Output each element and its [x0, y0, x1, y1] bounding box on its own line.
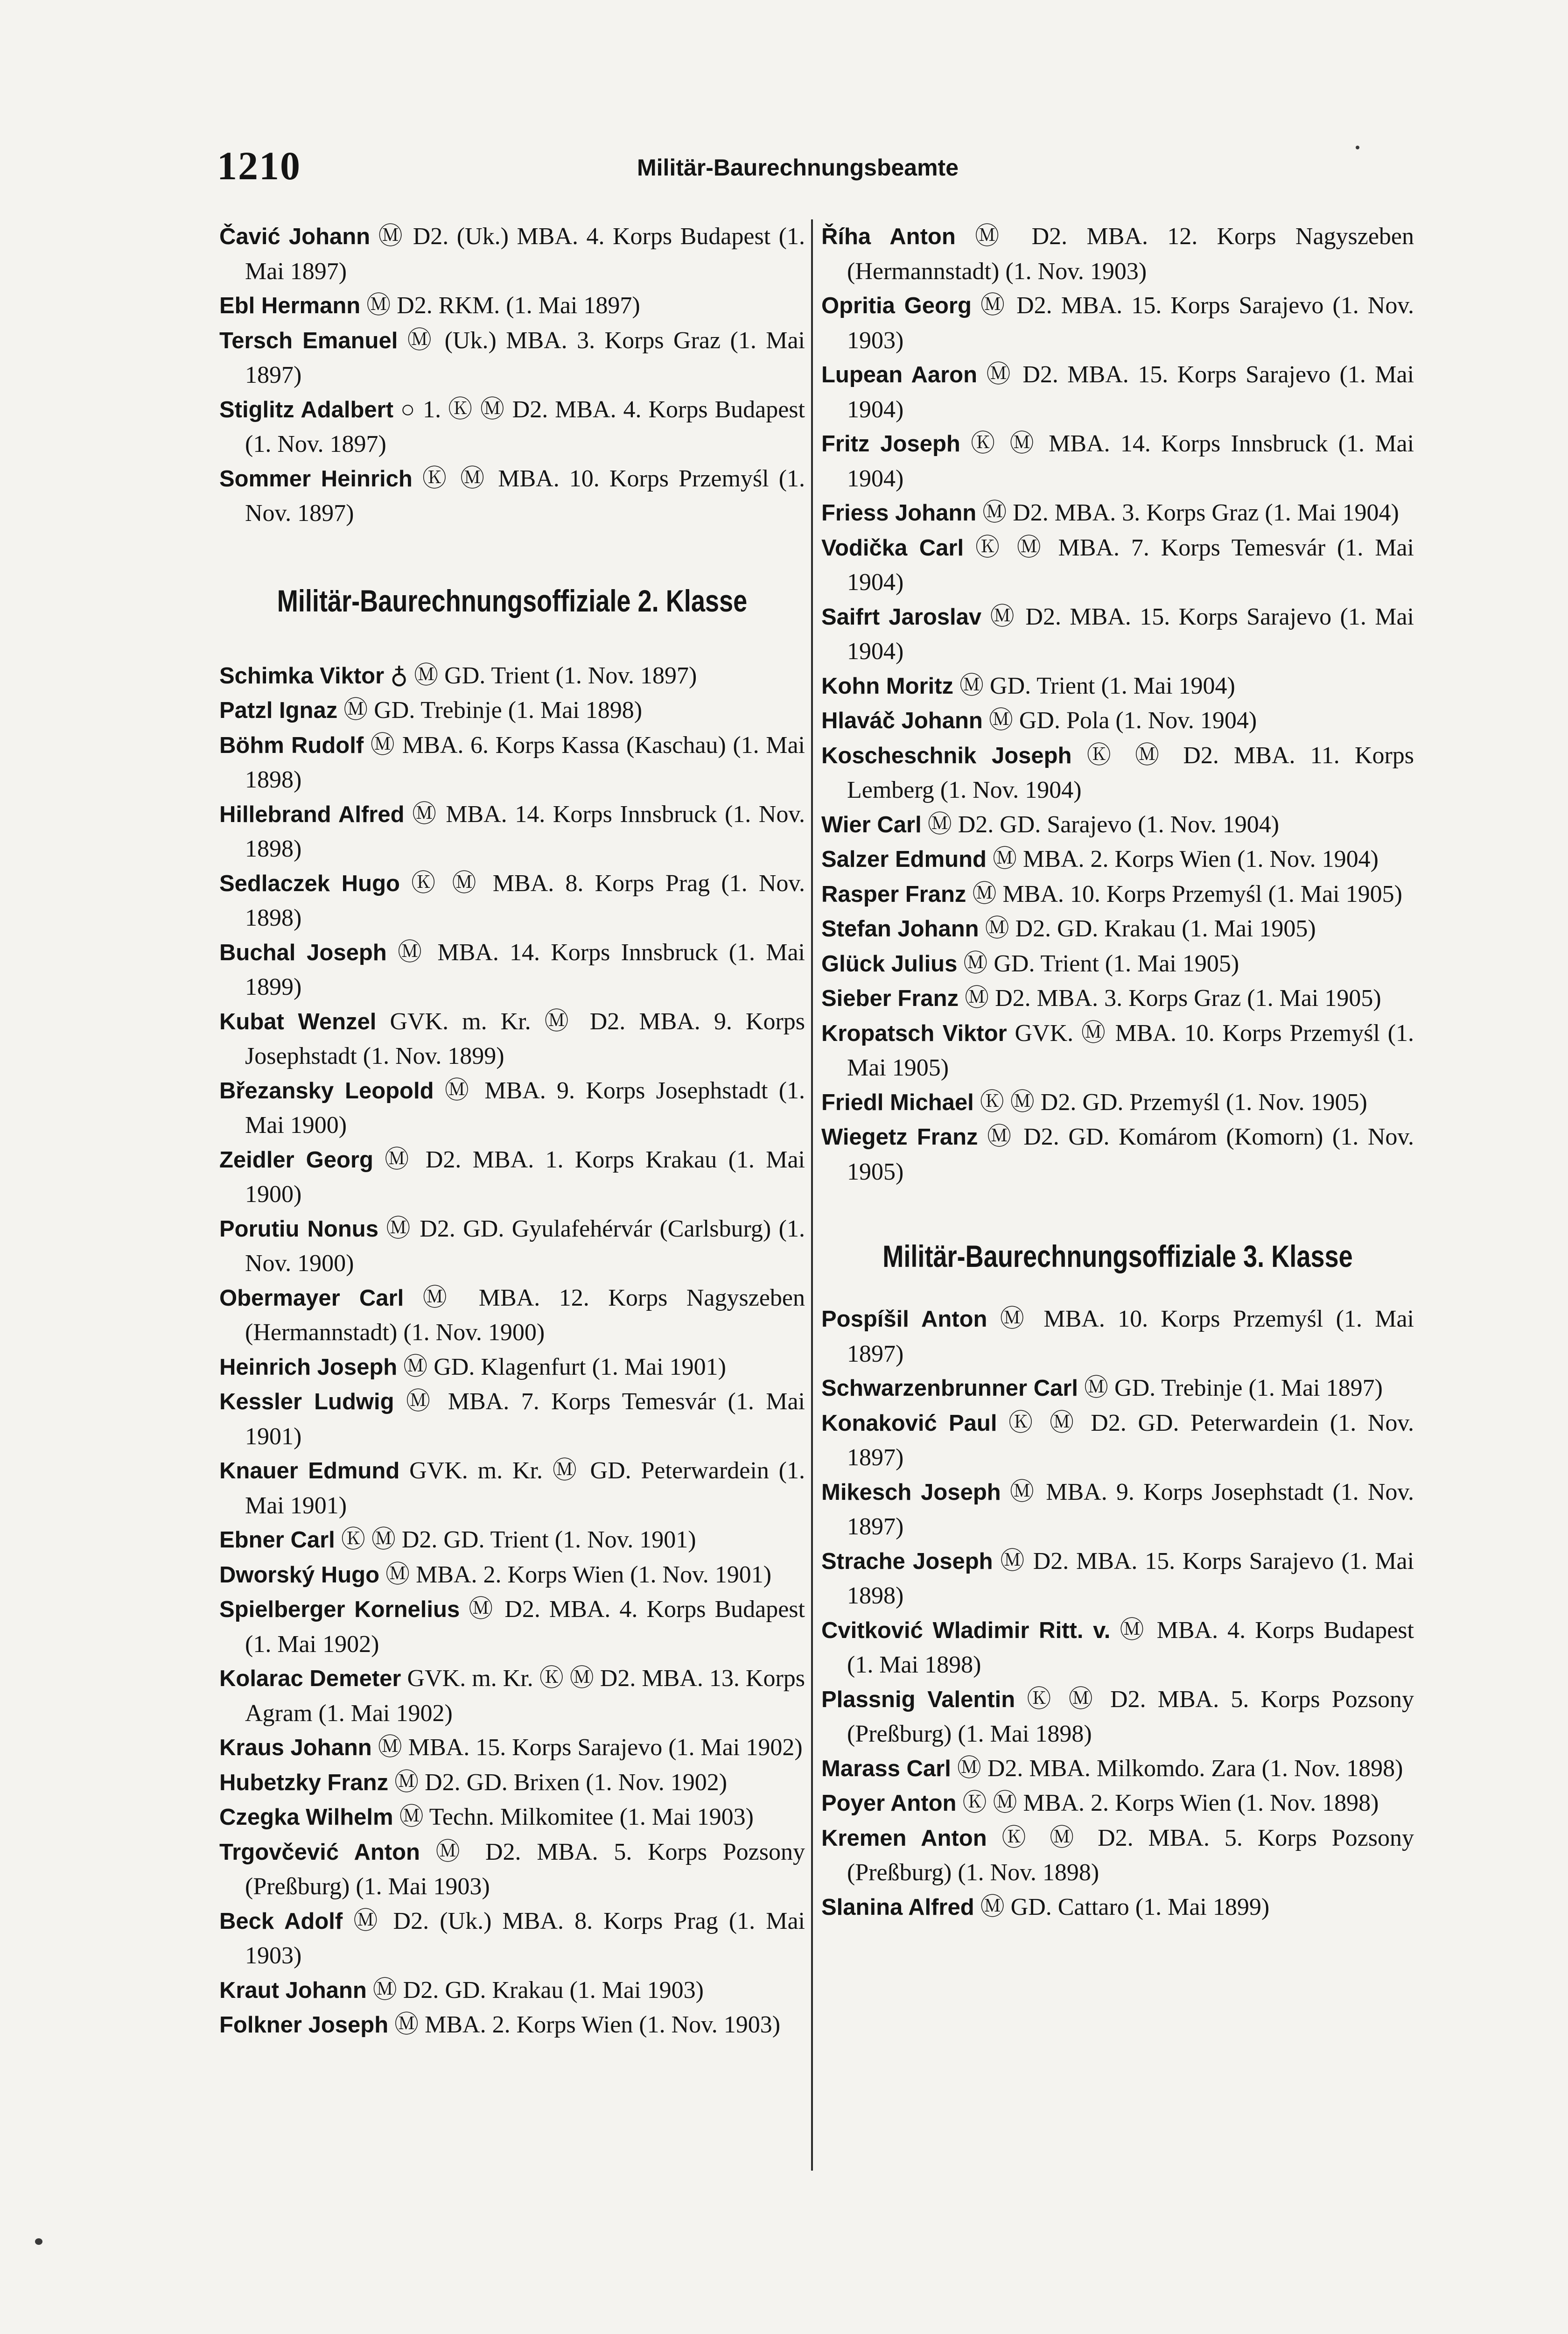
section-heading-class-3: Militär-Baurechnungsoffiziale 3. Klasse	[882, 1239, 1353, 1273]
entry-name: Spielberger Kornelius	[219, 1597, 460, 1622]
entry-details: Ⓜ D2. MBA. 5. Korps Pozsony (Preßburg) (1. Mai 1903)	[245, 1838, 805, 1900]
entry-details: Ⓜ MBA. 14. Korps Innsbruck (1. Nov. 1898)	[245, 801, 805, 862]
entry	[821, 981, 1414, 1016]
entry-name: Cvitković Wladimir Ritt. v.	[821, 1617, 1111, 1643]
entry-details: Ⓚ Ⓜ D2. MBA. 5. Korps Pozsony (Preßburg) (1. Mai 1898)	[847, 1686, 1414, 1747]
entry-details: Ⓚ Ⓜ MBA. 8. Korps Prag (1. Nov. 1898)	[245, 870, 805, 931]
entry-details: Ⓚ Ⓜ MBA. 14. Korps Innsbruck (1. Mai 1904)	[847, 430, 1414, 492]
entry-details: Ⓜ D2. MBA. 15. Korps Sarajevo (1. Mai 1904)	[847, 361, 1414, 423]
entry-details: Ⓜ MBA. 9. Korps Josephstadt (1. Mai 1900)	[245, 1077, 805, 1139]
entry	[219, 1558, 805, 1593]
entry-details: Ⓜ MBA. 9. Korps Josephstadt (1. Nov. 1897)	[847, 1478, 1414, 1540]
entry-name: Březansky Leopold	[219, 1078, 434, 1104]
entry-name: Obermayer Carl	[219, 1285, 404, 1311]
entry-name: Poyer Anton	[821, 1791, 957, 1816]
entry	[821, 1682, 1414, 1751]
entry	[821, 1120, 1414, 1189]
entry	[821, 947, 1414, 982]
right-column	[821, 219, 1414, 1925]
entry-name: Salzer Edmund	[821, 847, 987, 872]
running-title: Militär-Baurechnungsbeamte	[637, 155, 959, 181]
entry-details: Ⓜ D2. GD. Brixen (1. Nov. 1902)	[394, 1769, 728, 1796]
entry	[219, 797, 805, 866]
entry	[821, 1302, 1414, 1371]
entry-name: Mikesch Joseph	[821, 1479, 1001, 1505]
entry-name: Knauer Edmund	[219, 1458, 400, 1483]
entry	[821, 1016, 1414, 1085]
scan-speck	[1356, 146, 1359, 149]
entry-name: Kessler Ludwig	[219, 1389, 394, 1414]
entry	[219, 288, 805, 323]
entry-name: Hlaváč Johann	[821, 708, 983, 733]
entry-name: Kremen Anton	[821, 1825, 987, 1851]
entry-details: Ⓜ MBA. 6. Korps Kassa (Kaschau) (1. Mai 1898)	[245, 731, 805, 793]
entry	[821, 1371, 1414, 1406]
entry-details: Ⓚ Ⓜ D2. MBA. 11. Korps Lemberg (1. Nov. 1904)	[847, 742, 1414, 803]
entry	[219, 1212, 805, 1281]
entry-details: Ⓜ GD. Pola (1. Nov. 1904)	[988, 707, 1257, 734]
entry	[219, 1592, 805, 1661]
entry-name: Lupean Aaron	[821, 362, 978, 387]
entry-details: Ⓚ Ⓜ MBA. 7. Korps Temesvár (1. Mai 1904)	[847, 534, 1414, 596]
entry-details: GVK. Ⓜ MBA. 10. Korps Przemyśl (1. Mai 1905)	[847, 1019, 1414, 1081]
entry-details: Ⓜ MBA. 10. Korps Przemyśl (1. Mai 1897)	[847, 1306, 1414, 1367]
entry-details: Ⓜ D2. GD. Gyulafehérvár (Carlsburg) (1. Nov. 1900)	[245, 1215, 805, 1277]
entry	[219, 1835, 805, 1904]
entry-name: Marass Carl	[821, 1756, 951, 1781]
entry-name: Wier Carl	[821, 812, 922, 837]
entry-details: ○ 1. Ⓚ Ⓜ D2. MBA. 4. Korps Budapest (1. Nov. 1897)	[245, 396, 805, 457]
entry	[219, 1523, 805, 1558]
entry-name: Konaković Paul	[821, 1410, 997, 1436]
entry-name: Ebner Carl	[219, 1527, 335, 1553]
entry-name: Sieber Franz	[821, 986, 959, 1011]
entry-name: Říha Anton	[821, 224, 956, 249]
entry	[821, 1821, 1414, 1890]
entry	[821, 531, 1414, 600]
entry-details: Ⓜ D2. GD. Krakau (1. Mai 1903)	[372, 1976, 704, 2004]
entry-details: Ⓜ D2. GD. Komárom (Komorn) (1. Nov. 1905)	[847, 1124, 1414, 1185]
right-entries-top	[821, 219, 1414, 1189]
entry	[219, 728, 805, 797]
entry-details: Ⓜ MBA. 2. Korps Wien (1. Nov. 1901)	[385, 1561, 772, 1588]
entry-name: Schwarzenbrunner Carl	[821, 1376, 1078, 1401]
entry	[821, 1786, 1414, 1821]
entry	[219, 1281, 805, 1350]
entry	[219, 219, 805, 288]
entry-name: Kohn Moritz	[821, 673, 954, 699]
entry-details: Ⓜ D2. MBA. 15. Korps Sarajevo (1. Nov. 1903)	[847, 292, 1414, 354]
entry-details: Ⓜ D2. MBA. 12. Korps Nagyszeben (Hermannstadt) (1. Nov. 1903)	[847, 223, 1414, 285]
entry	[219, 1661, 805, 1730]
entry-name: Opritia Georg	[821, 293, 972, 318]
entry-name: Glück Julius	[821, 951, 958, 977]
entry-name: Wiegetz Franz	[821, 1125, 978, 1150]
entry-details: Ⓜ GD. Trient (1. Mai 1905)	[963, 950, 1239, 977]
entry-details: Ⓜ MBA. 12. Korps Nagyszeben (Hermannstadt) (1. Nov. 1900)	[245, 1284, 805, 1346]
entry-name: Dworský Hugo	[219, 1562, 380, 1588]
entry	[219, 1143, 805, 1212]
entry	[219, 2008, 805, 2043]
entry	[219, 1730, 805, 1765]
entry	[219, 462, 805, 531]
entry-name: Sedlaczek Hugo	[219, 871, 400, 896]
entry	[821, 358, 1414, 427]
entry-details: Ⓜ Techn. Milkomitee (1. Mai 1903)	[399, 1804, 754, 1830]
entry-name: Porutiu Nonus	[219, 1216, 378, 1242]
entry-details: Ⓜ D2. MBA. Milkomdo. Zara (1. Nov. 1898)	[957, 1755, 1403, 1782]
entry-details: Ⓜ GD. Trebinje (1. Mai 1898)	[343, 697, 643, 724]
entry-name: Slanina Alfred	[821, 1894, 974, 1920]
entry-details: Ⓚ Ⓜ MBA. 10. Korps Przemyśl (1. Nov. 1897)	[245, 465, 805, 527]
entry	[219, 1904, 805, 1973]
entry-details: ♁ Ⓜ GD. Trient (1. Nov. 1897)	[390, 662, 697, 689]
entry-name: Trgovčević Anton	[219, 1839, 420, 1865]
entry-details: Ⓚ Ⓜ D2. GD. Peterwardein (1. Nov. 1897)	[847, 1409, 1414, 1471]
entry	[821, 669, 1414, 704]
entry-name: Friess Johann	[821, 500, 977, 526]
entry	[219, 693, 805, 728]
entry	[821, 1406, 1414, 1475]
entry-details: GVK. m. Kr. Ⓚ Ⓜ D2. MBA. 13. Korps Agram (1. Mai 1902)	[245, 1665, 805, 1727]
entry-name: Saifrt Jaroslav	[821, 604, 982, 630]
entry	[821, 427, 1414, 496]
entry-details: Ⓚ Ⓜ D2. GD. Trient (1. Nov. 1901)	[341, 1526, 696, 1553]
entry	[821, 496, 1414, 531]
entry	[821, 842, 1414, 877]
left-entries-top	[219, 219, 805, 531]
entry-name: Kraut Johann	[219, 1977, 367, 2003]
entry-details: Ⓜ GD. Klagenfurt (1. Mai 1901)	[403, 1353, 726, 1380]
entry-details: Ⓜ D2. MBA. 4. Korps Budapest (1. Mai 1902)	[245, 1596, 805, 1658]
entry	[219, 935, 805, 1005]
entry-name: Böhm Rudolf	[219, 732, 364, 758]
entry-name: Vodička Carl	[821, 535, 964, 561]
entry	[219, 1074, 805, 1143]
entry-details: Ⓜ MBA. 10. Korps Przemyśl (1. Mai 1905)	[972, 880, 1402, 907]
entry-name: Heinrich Joseph	[219, 1354, 398, 1380]
entry-name: Fritz Joseph	[821, 431, 960, 457]
right-entries-class-3	[821, 1302, 1414, 1925]
entry	[821, 1085, 1414, 1120]
left-column	[219, 219, 805, 2043]
entry	[219, 1800, 805, 1835]
entry-details: Ⓜ D2. GD. Krakau (1. Mai 1905)	[985, 915, 1316, 942]
entry-details: GVK. m. Kr. Ⓜ GD. Peterwardein (1. Mai 1901)	[245, 1457, 805, 1519]
entry	[821, 219, 1414, 288]
entry-details: Ⓜ GD. Trient (1. Mai 1904)	[959, 672, 1235, 699]
entry-details: Ⓚ Ⓜ D2. MBA. 5. Korps Pozsony (Preßburg) (1. Nov. 1898)	[847, 1824, 1414, 1886]
entry-details: Ⓜ D2. (Uk.) MBA. 8. Korps Prag (1. Mai 1903)	[245, 1907, 805, 1969]
entry-details: Ⓜ D2. MBA. 1. Korps Krakau (1. Mai 1900)	[245, 1146, 805, 1208]
entry-name: Čavić Johann	[219, 224, 371, 249]
entry	[821, 738, 1414, 808]
entry-name: Stiglitz Adalbert	[219, 397, 394, 422]
entry	[821, 808, 1414, 843]
entry	[821, 912, 1414, 947]
entry-details: Ⓜ GD. Cattaro (1. Mai 1899)	[980, 1893, 1270, 1920]
entry-name: Kraus Johann	[219, 1735, 372, 1760]
entry-details: Ⓜ MBA. 15. Korps Sarajevo (1. Mai 1902)	[378, 1734, 803, 1761]
entry-name: Zeidler Georg	[219, 1147, 373, 1173]
entry-details: Ⓜ MBA. 14. Korps Innsbruck (1. Mai 1899)	[245, 939, 805, 1000]
entry-details: Ⓜ MBA. 2. Korps Wien (1. Nov. 1903)	[394, 2011, 781, 2038]
entry	[821, 1475, 1414, 1544]
entry-details: Ⓚ Ⓜ D2. GD. Przemyśl (1. Nov. 1905)	[980, 1089, 1367, 1116]
entry	[219, 1973, 805, 2008]
entry-details: Ⓜ D2. MBA. 3. Korps Graz (1. Mai 1905)	[965, 985, 1381, 1012]
entry-details: Ⓜ MBA. 7. Korps Temesvár (1. Mai 1901)	[245, 1388, 805, 1450]
entry	[821, 1613, 1414, 1682]
entry-name: Pospíšil Anton	[821, 1307, 987, 1332]
scan-speck	[35, 2238, 42, 2245]
entry-details: Ⓜ MBA. 4. Korps Budapest (1. Mai 1898)	[847, 1617, 1414, 1678]
column-divider	[811, 219, 813, 2171]
entry-name: Patzl Ignaz	[219, 698, 338, 723]
entry	[821, 288, 1414, 358]
entry-details: Ⓚ Ⓜ MBA. 2. Korps Wien (1. Nov. 1898)	[962, 1790, 1379, 1816]
entry-name: Czegka Wilhelm	[219, 1805, 393, 1830]
entry	[219, 323, 805, 393]
entry-name: Ebl Hermann	[219, 293, 361, 318]
entry-details: Ⓜ D2. MBA. 15. Korps Sarajevo (1. Mai 1904)	[847, 603, 1414, 665]
entry-details: Ⓜ GD. Trebinje (1. Mai 1897)	[1084, 1375, 1383, 1401]
section-heading-class-2: Militär-Baurechnungsoffiziale 2. Klasse	[277, 583, 748, 618]
entry-name: Beck Adolf	[219, 1908, 343, 1934]
entry-details: Ⓜ D2. GD. Sarajevo (1. Nov. 1904)	[927, 811, 1280, 838]
entry	[219, 1454, 805, 1523]
entry-name: Kolarac Demeter	[219, 1666, 401, 1691]
entry-details: Ⓜ D2. (Uk.) MBA. 4. Korps Budapest (1. Mai 1897)	[245, 223, 805, 285]
entry-details: GVK. m. Kr. Ⓜ D2. MBA. 9. Korps Josephstadt (1. Nov. 1899)	[245, 1008, 805, 1069]
page-number: 1210	[217, 143, 301, 188]
entry-name: Stefan Johann	[821, 916, 979, 942]
entry	[219, 1005, 805, 1074]
entry-name: Sommer Heinrich	[219, 466, 413, 492]
entry	[821, 877, 1414, 912]
entry-name: Schimka Viktor	[219, 663, 385, 689]
entry	[821, 1751, 1414, 1786]
entry-details: Ⓜ D2. MBA. 3. Korps Graz (1. Mai 1904)	[982, 499, 1399, 526]
entry-name: Koscheschnik Joseph	[821, 743, 1072, 768]
entry	[219, 1385, 805, 1454]
entry-details: Ⓜ MBA. 2. Korps Wien (1. Nov. 1904)	[992, 846, 1379, 872]
entry-name: Folkner Joseph	[219, 2012, 389, 2038]
entry-name: Friedl Michael	[821, 1090, 974, 1115]
entry	[219, 1765, 805, 1800]
entry	[219, 659, 805, 694]
entry	[821, 1544, 1414, 1613]
entry-name: Kubat Wenzel	[219, 1009, 377, 1034]
left-entries-class-2	[219, 659, 805, 2043]
entry	[219, 866, 805, 935]
entry-name: Plassnig Valentin	[821, 1687, 1015, 1712]
entry-name: Hillebrand Alfred	[219, 801, 405, 827]
entry	[821, 1890, 1414, 1925]
entry-name: Buchal Joseph	[219, 940, 387, 965]
entry-name: Strache Joseph	[821, 1548, 993, 1574]
entry-details: Ⓜ D2. RKM. (1. Mai 1897)	[366, 292, 640, 319]
entry-name: Hubetzky Franz	[219, 1770, 389, 1795]
entry-name: Rasper Franz	[821, 881, 966, 907]
entry	[219, 393, 805, 462]
entry-name: Tersch Emanuel	[219, 328, 398, 353]
entry	[821, 600, 1414, 669]
entry-name: Kropatsch Viktor	[821, 1020, 1007, 1046]
entry	[821, 703, 1414, 738]
entry	[219, 1350, 805, 1385]
entry-details: Ⓜ (Uk.) MBA. 3. Korps Graz (1. Mai 1897)	[245, 327, 805, 388]
entry-details: Ⓜ D2. MBA. 15. Korps Sarajevo (1. Mai 1898)	[847, 1547, 1414, 1609]
